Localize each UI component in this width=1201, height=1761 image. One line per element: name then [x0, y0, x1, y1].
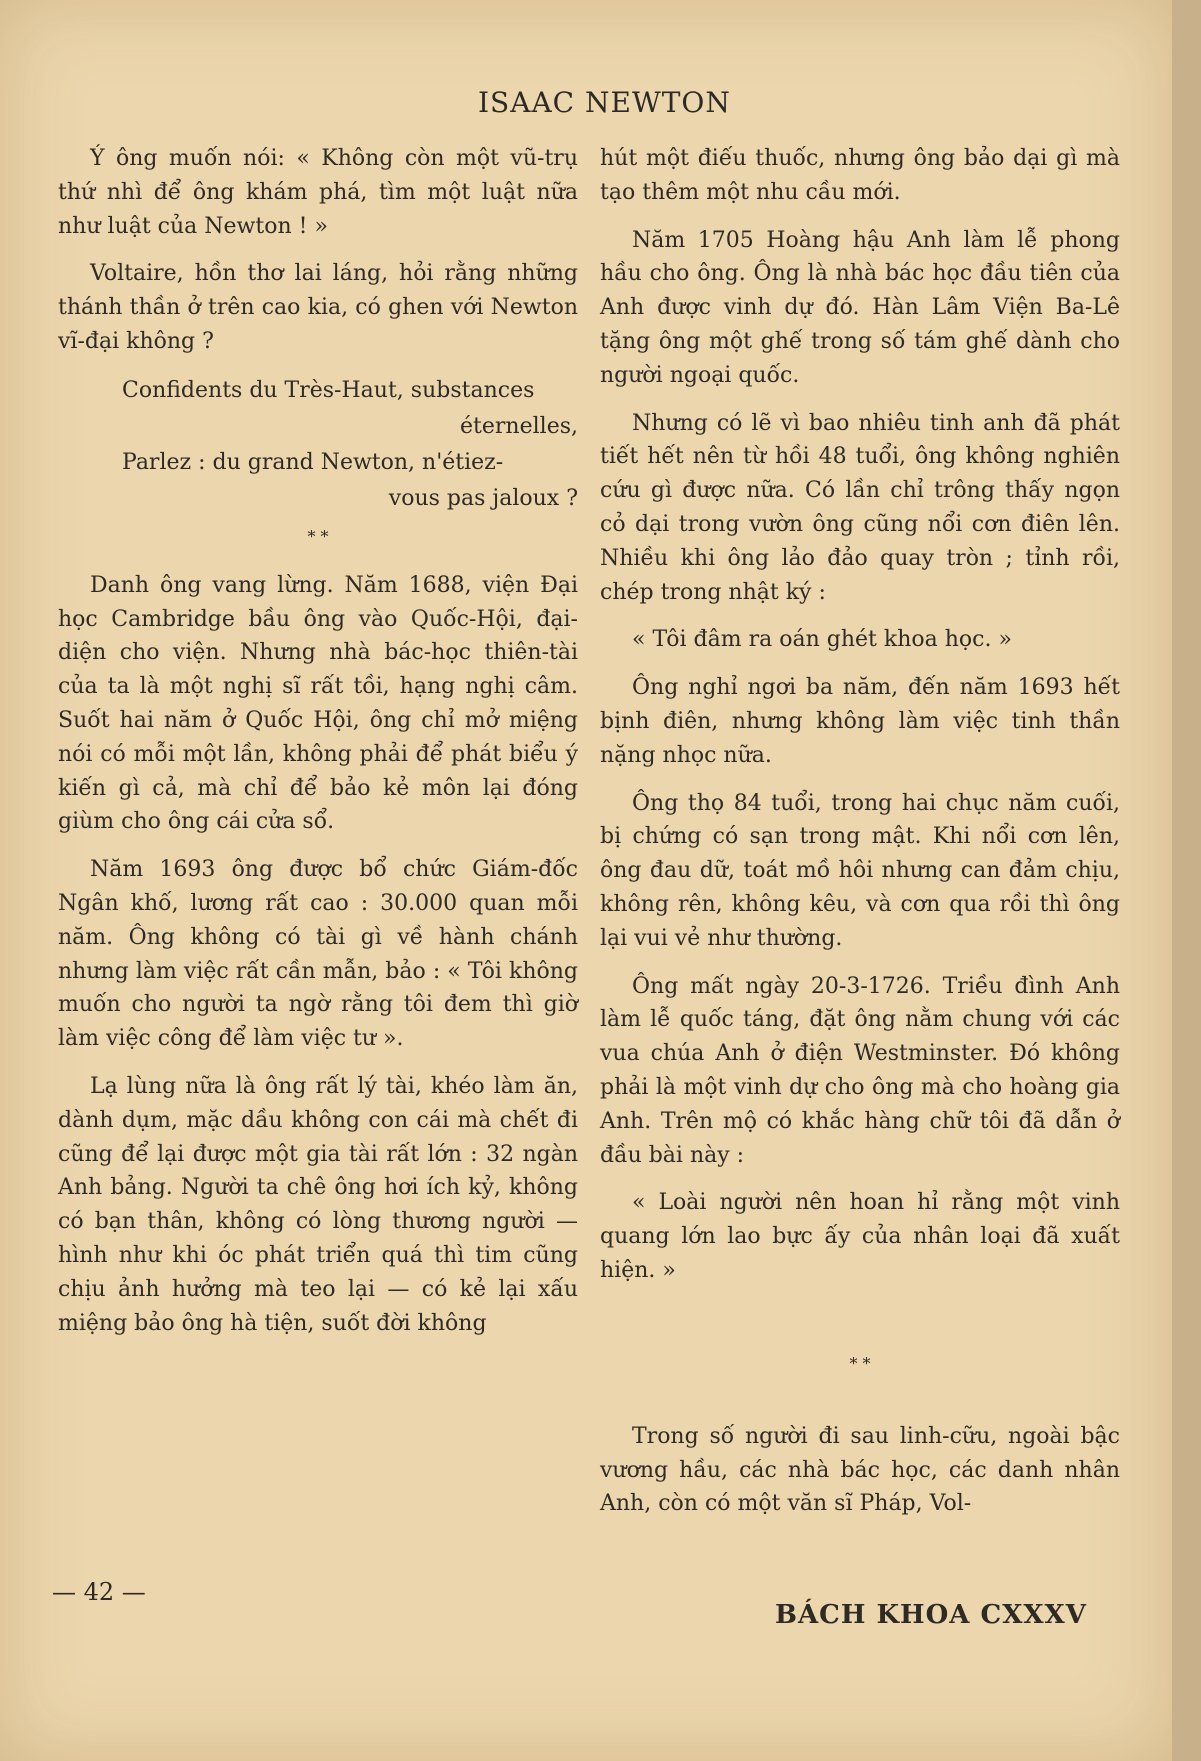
paragraph: Ông mất ngày 20-3-1726. Triều đình Anh làm lễ quốc táng, đặt ông nằm chung với các vua chúa Anh ở điện Westminster. Đó không phải là một vinh dự cho ông mà cho hoàng gia Anh. Trên mộ có khắc hàng chữ tôi đã dẫn ở đầu bài này :: [600, 973, 1120, 1168]
poem-line: vous pas jaloux ?: [388, 485, 578, 511]
paragraph: Voltaire, hồn thơ lai láng, hỏi rằng những thánh thần ở trên cao kia, có ghen với Newton vĩ-đại không ?: [58, 261, 578, 354]
paragraph: Lạ lùng nữa là ông rất lý tài, khéo làm ăn, dành dụm, mặc dầu không con cái mà chết đi cũng để lại được một gia tài rất lớn : 32 ngàn Anh bảng. Người ta chê ông hơi ích kỷ, không có bạn thân, không có lòng thương người — hình như khi óc phát triển quá thì tim cũng chịu ảnh hưởng mà teo lại — có kẻ lại xấu miệng bảo ông hà tiện, suốt đời không: [58, 1073, 578, 1336]
magazine-issue: BÁCH KHOA CXXXV: [775, 1600, 1087, 1630]
right-column: [600, 142, 1120, 1535]
poem-line: éternelles,: [460, 413, 578, 439]
section-separator: * *: [307, 526, 329, 546]
poem-line: Confidents du Très-Haut, substances: [122, 377, 535, 403]
section-separator: * *: [849, 1353, 871, 1373]
paragraph: Nhưng có lẽ vì bao nhiêu tinh anh đã phát tiết hết nên từ hồi 48 tuổi, ông không nghiên cứu gì được nữa. Có lần chỉ trông thấy ngọn cỏ dại trong vườn ông cũng nổi cơn điên lên. Nhiều khi ông lảo đảo quay tròn ; tỉnh rồi, chép trong nhật ký :: [600, 410, 1120, 605]
left-column: [58, 142, 578, 1354]
paragraph: Danh ông vang lừng. Năm 1688, viện Đại học Cambridge bầu ông vào Quốc-Hội, đại-diện cho viện. Nhưng nhà bác-học thiên-tài của ta là một nghị sĩ rất tồi, hạng nghị câm. Suốt hai năm ở Quốc Hội, ông chỉ mở miệng nói có mỗi một lần, không phải để phát biểu ý kiến gì cả, mà chỉ để bảo kẻ môn lại đóng giùm cho ông cái cửa sổ.: [58, 572, 578, 835]
paragraph: Ông nghỉ ngơi ba năm, đến năm 1693 hết bịnh điên, nhưng không làm việc tinh thần nặng nhọc nữa.: [600, 675, 1120, 768]
paragraph: Ý ông muốn nói: « Không còn một vũ-trụ thứ nhì để ông khám phá, tìm một luật nữa như luật của Newton ! »: [58, 146, 578, 239]
paragraph: Trong số người đi sau linh-cữu, ngoài bậc vương hầu, các nhà bác học, các danh nhân Anh, còn có một văn sĩ Pháp, Vol-: [600, 1423, 1120, 1517]
paragraph: hút một điếu thuốc, nhưng ông bảo dại gì mà tạo thêm một nhu cầu mới.: [600, 146, 1120, 205]
paragraph: Năm 1693 ông được bổ chức Giám-đốc Ngân khố, lương rất cao : 30.000 quan mỗi năm. Ông không có tài gì về hành chánh nhưng làm việc rất cần mẫn, bảo : « Tôi không muốn cho người ta ngờ rằng tôi đem thì giờ làm việc công để làm việc tư ».: [58, 857, 578, 1052]
poem-quote: [58, 373, 578, 517]
quote-paragraph: « Tôi đâm ra oán ghét khoa học. »: [632, 627, 1012, 653]
quote-paragraph: « Loài người nên hoan hỉ rằng một vinh quang lớn lao bực ấy của nhân loại đã xuất hiện. »: [600, 1190, 1120, 1283]
page-header-title: ISAAC NEWTON: [478, 86, 731, 119]
page-number: — 42 —: [52, 1578, 146, 1606]
poem-line: Parlez : du grand Newton, n'étiez-: [122, 449, 504, 475]
paragraph: Ông thọ 84 tuổi, trong hai chục năm cuối, bị chứng có sạn trong mật. Khi nổi cơn lên, ông đau dữ, toát mồ hôi nhưng can đảm chịu, không rên, không kêu, và cơn qua rồi thì ông lại vui vẻ như thường.: [600, 790, 1120, 951]
paragraph: Năm 1705 Hoàng hậu Anh làm lễ phong hầu cho ông. Ông là nhà bác học đầu tiên của Anh được vinh dự đó. Hàn Lâm Viện Ba-Lê tặng ông một ghế trong số tám ghế dành cho người ngoại quốc.: [600, 227, 1120, 388]
